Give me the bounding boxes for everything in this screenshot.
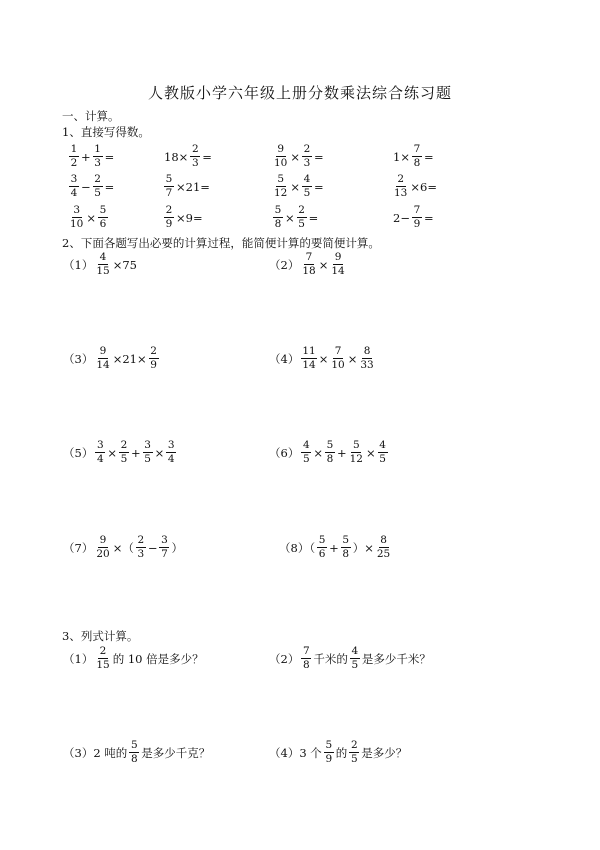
fraction [301,252,316,277]
fraction [330,252,345,277]
fraction-numerator: 3 [70,173,78,185]
fraction-denominator: 12 [274,187,288,199]
fraction [297,205,307,230]
expr-text: （5） [63,445,94,460]
fraction [93,144,103,169]
fraction-numerator: 7 [302,645,310,657]
expr-text: ×21= [176,179,210,194]
fraction-denominator: 10 [274,157,288,169]
expr-text: = [104,149,115,164]
expr-text: ×6= [410,179,437,194]
expr-text: ×（ [112,540,134,555]
fraction-numerator: 5 [318,534,326,546]
expr-text: 1× [393,149,410,164]
fraction [136,535,146,560]
fraction [324,740,334,765]
fraction-denominator: 3 [303,157,311,169]
fraction-denominator: 7 [165,187,173,199]
fraction-denominator: 5 [379,453,386,465]
fraction-numerator: 3 [96,439,104,451]
fraction-numerator: 8 [363,345,371,357]
fraction [349,740,359,765]
fraction-numerator: 5 [165,173,173,185]
fraction-denominator: 4 [70,187,78,199]
fraction-numerator: 2 [191,143,199,155]
expr-text: = [308,210,319,225]
q1-problem [163,205,204,230]
expr-text: + [336,445,347,460]
q1-problem [392,144,435,169]
fraction-denominator: 10 [331,359,345,371]
q1-problem [68,205,109,230]
fraction-denominator: 8 [274,218,282,230]
fraction [69,205,84,230]
q2-problem-7 [62,535,184,560]
expr-text: × [290,179,301,194]
fraction [95,646,110,671]
fraction-numerator: 5 [326,439,334,451]
fraction [301,646,311,671]
expr-text: − [147,540,158,555]
expr-text: 是多少千米？ [361,651,431,666]
expr-text: × [318,257,329,272]
expr-text: × [290,149,301,164]
fraction [149,346,159,371]
q2-problem-6 [268,440,389,465]
q3-problem-2 [268,646,432,671]
fraction-numerator: 11 [302,345,316,357]
q2-problem-3 [62,346,160,371]
fraction [119,440,129,465]
fraction-numerator: 2 [137,534,145,546]
fraction-numerator: 9 [99,534,107,546]
fraction-denominator: 8 [302,659,310,671]
fraction [412,205,422,230]
fraction-denominator: 9 [413,218,421,230]
expr-text: ）× [352,540,374,555]
fraction [95,346,110,371]
fraction [98,205,108,230]
fraction-denominator: 15 [96,265,110,277]
fraction-numerator: 2 [150,345,157,357]
q1-heading: 1、直接写得数。 [62,125,150,139]
q1-problem [163,144,213,169]
fraction-numerator: 2 [94,173,101,185]
fraction-denominator: 3 [137,548,145,560]
q3-problem-3 [62,740,211,765]
fraction-denominator: 9 [325,753,333,765]
expr-text: × [318,351,329,366]
q1-problem [272,144,325,169]
fraction-numerator: 4 [302,439,310,451]
fraction [273,144,288,169]
fraction-denominator: 14 [302,359,316,371]
expr-text: 18× [164,149,189,164]
fraction-denominator: 5 [94,187,101,199]
fraction-denominator: 5 [350,753,358,765]
expr-text: × [347,351,358,366]
fraction-denominator: 8 [130,753,138,765]
fraction-denominator: 8 [413,157,421,169]
fraction-denominator: 20 [96,548,110,560]
expr-text: （4） [269,351,300,366]
fraction [273,205,283,230]
fraction [190,144,200,169]
fraction-denominator: 5 [144,453,151,465]
expr-text: = [423,149,434,164]
fraction [95,252,110,277]
expr-text: （7） [63,540,94,555]
fraction-denominator: 5 [302,453,310,465]
fraction [166,440,176,465]
q2-problem-5 [62,440,177,465]
page-title: 人教版小学六年级上册分数乘法综合练习题 [147,84,452,102]
fraction [69,174,79,199]
fraction-denominator: 33 [360,359,374,371]
expr-text: × [313,445,323,460]
expr-text: （3） [63,351,94,366]
fraction-numerator: 3 [73,204,81,216]
q3-problem-1 [62,646,205,671]
expr-text: × [365,445,376,460]
fraction [301,440,311,465]
fraction [378,440,388,465]
fraction-denominator: 6 [318,548,326,560]
fraction-numerator: 2 [397,173,405,185]
fraction [359,346,374,371]
fraction-denominator: 15 [96,659,110,671]
fraction-numerator: 5 [99,204,107,216]
fraction-denominator: 9 [150,359,157,371]
fraction-numerator: 5 [352,439,360,451]
fraction-numerator: 2 [120,439,128,451]
fraction [129,740,139,765]
q1-problem [163,174,211,199]
q2-problem-8 [278,535,392,560]
fraction-denominator: 2 [70,157,78,169]
fraction-numerator: 3 [144,439,151,451]
fraction [273,174,288,199]
fraction [302,174,312,199]
fraction-denominator: 3 [191,157,199,169]
q1-problem [68,144,115,169]
expr-text: ×21× [112,351,147,366]
expr-text: 2− [393,210,410,225]
fraction [350,646,360,671]
expr-text: 的 [335,745,348,760]
fraction-numerator: 4 [379,439,386,451]
fraction-numerator: 5 [277,173,285,185]
q1-problem [392,205,435,230]
fraction-numerator: 7 [305,251,313,263]
fraction-numerator: 2 [165,204,173,216]
fraction [95,535,110,560]
fraction-denominator: 4 [96,453,104,465]
expr-text: 千米的 [313,651,348,666]
expr-text: = [202,149,212,164]
fraction-numerator: 3 [161,534,168,546]
fraction-numerator: 2 [298,204,305,216]
fraction [301,346,316,371]
expr-text: （2） [269,651,300,666]
fraction-numerator: 5 [325,739,333,751]
fraction-denominator: 5 [298,218,305,230]
expr-text: + [329,540,339,555]
fraction-denominator: 18 [302,265,316,277]
fraction-denominator: 10 [70,218,84,230]
fraction [317,535,327,560]
fraction [349,440,364,465]
expr-text: = [314,149,324,164]
fraction-denominator: 5 [120,453,128,465]
q1-problem [68,174,115,199]
fraction-denominator: 12 [349,453,363,465]
fraction [376,535,391,560]
fraction-denominator: 4 [167,453,175,465]
fraction-numerator: 2 [99,645,107,657]
q1-problem [272,205,319,230]
fraction [412,144,422,169]
fraction-numerator: 7 [413,143,421,155]
fraction-numerator: 4 [99,251,107,263]
expr-text: （8）（ [279,540,316,555]
fraction-numerator: 1 [94,143,101,155]
expr-text: （2） [269,257,300,272]
expr-text: （3）2 吨的 [63,745,128,760]
q3-problem-4 [268,740,408,765]
fraction [393,174,408,199]
expr-text: = [423,210,434,225]
fraction-denominator: 6 [99,218,107,230]
fraction-denominator: 25 [376,548,391,560]
fraction-denominator: 7 [161,548,168,560]
fraction-numerator: 8 [380,534,387,546]
fraction-denominator: 9 [165,218,173,230]
fraction-numerator: 9 [277,143,285,155]
fraction-denominator: 8 [342,548,350,560]
fraction [330,346,345,371]
fraction-numerator: 7 [334,345,342,357]
expr-text: （1） [63,651,94,666]
fraction-numerator: 4 [303,173,311,185]
section-heading-calc: 一、计算。 [62,109,120,123]
fraction-denominator: 14 [96,359,110,371]
expr-text: 的 10 倍是多少？ [112,651,204,666]
fraction-denominator: 13 [394,187,408,199]
fraction-denominator: 5 [303,187,311,199]
fraction [302,144,312,169]
expr-text: ） [171,540,183,555]
fraction [159,535,169,560]
expr-text: × [154,445,165,460]
expr-text: − [81,179,91,194]
fraction-numerator: 9 [334,251,342,263]
fraction-numerator: 3 [167,439,175,451]
fraction-denominator: 3 [94,157,101,169]
expr-text: = [314,179,324,194]
q2-problem-4 [268,346,376,371]
expr-text: × [285,210,295,225]
expr-text: = [104,179,115,194]
fraction [164,174,174,199]
q2-problem-2 [268,252,347,277]
q1-problem [272,174,325,199]
fraction-numerator: 5 [274,204,282,216]
q1-problem [392,174,438,199]
expr-text: （4）3 个 [269,745,322,760]
fraction-numerator: 1 [70,143,78,155]
expr-text: ×75 [112,257,137,272]
expr-text: × [86,210,97,225]
fraction-numerator: 2 [303,143,311,155]
fraction-numerator: 2 [350,739,358,751]
fraction-numerator: 9 [99,345,107,357]
expr-text: 是多少千克？ [141,745,211,760]
fraction-denominator: 14 [331,265,345,277]
q2-heading: 2、下面各题写出必要的计算过程，能简便计算的要简便计算。 [62,236,380,250]
q3-heading: 3、列式计算。 [62,629,139,643]
fraction-numerator: 4 [351,645,359,657]
fraction-denominator: 5 [351,659,359,671]
fraction [95,440,105,465]
fraction-numerator: 5 [130,739,138,751]
expr-text: ×9= [176,210,203,225]
fraction-numerator: 7 [413,204,421,216]
fraction [93,174,103,199]
q2-problem-1 [62,252,138,277]
fraction [341,535,351,560]
fraction [325,440,335,465]
fraction [69,144,79,169]
fraction-denominator: 8 [326,453,334,465]
expr-text: （6） [269,445,300,460]
fraction-numerator: 5 [342,534,350,546]
expr-text: + [130,445,141,460]
expr-text: + [81,149,91,164]
expr-text: 是多少？ [361,745,408,760]
fraction [164,205,174,230]
expr-text: × [107,445,117,460]
expr-text: （1） [63,257,94,272]
fraction [143,440,153,465]
